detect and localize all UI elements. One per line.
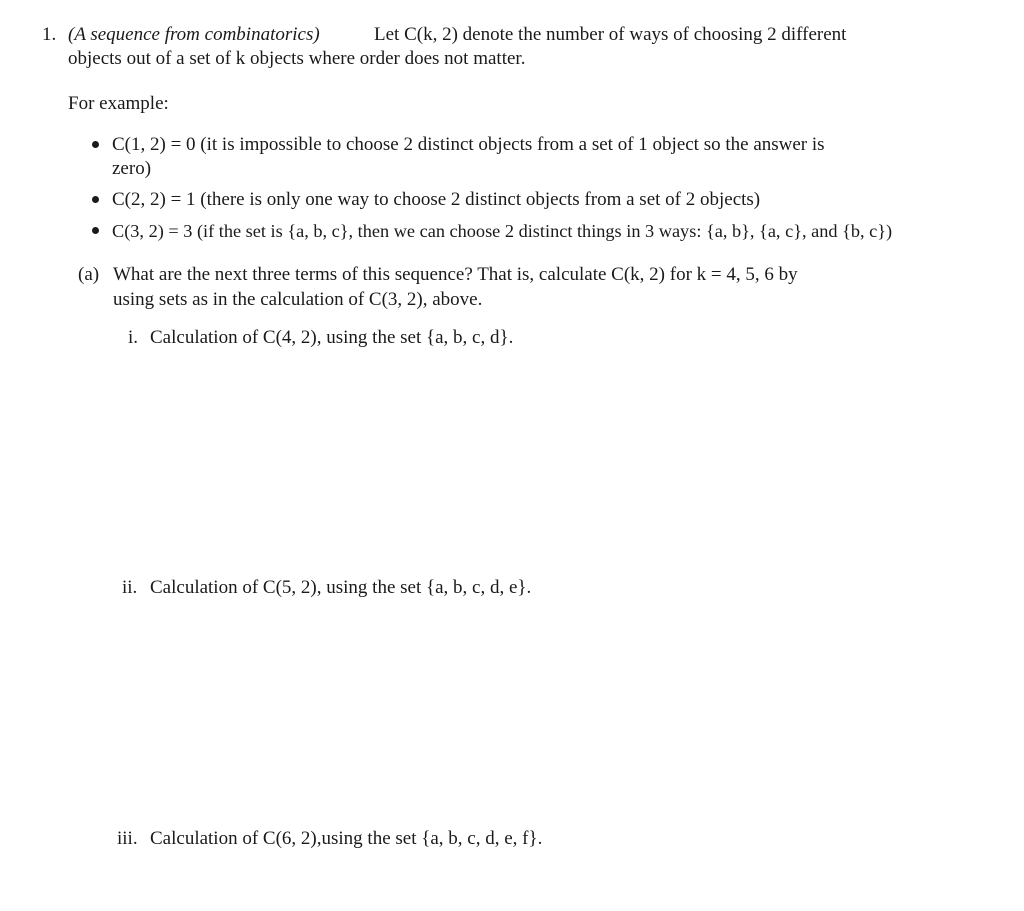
subpart-i-label: i. <box>128 327 139 348</box>
problem-number: 1. <box>42 24 57 45</box>
part-a-line1: What are the next three terms of this sequence? That is, calculate C(k, 2) for k = 4, 5, 6 by <box>113 264 798 285</box>
bullet-1-line2: zero) <box>112 158 152 179</box>
bullet-1-line1: C(1, 2) = 0 (it is impossible to choose 2 distinct objects from a set of 1 object so the answer is <box>112 134 825 155</box>
bullet-dot <box>92 196 99 203</box>
bullet-3-line1: C(3, 2) = 3 (if the set is {a, b, c}, then we can choose 2 distinct things in 3 ways: {a, b}, {a, c}, and {b, c}) <box>112 221 893 241</box>
bullet-2-line1: C(2, 2) = 1 (there is only one way to choose 2 distinct objects from a set of 2 objects) <box>112 189 761 210</box>
subpart-ii-label: ii. <box>122 577 138 598</box>
subpart-iii-text: Calculation of C(6, 2),using the set {a, b, c, d, e, f}. <box>150 828 543 849</box>
example-label: For example: <box>68 93 169 114</box>
bullet-dot <box>92 227 99 234</box>
problem-intro-line1: Let C(k, 2) denote the number of ways of choosing 2 different <box>374 24 847 45</box>
subpart-ii-text: Calculation of C(5, 2), using the set {a, b, c, d, e}. <box>150 577 532 598</box>
subpart-i-text: Calculation of C(4, 2), using the set {a, b, c, d}. <box>150 327 514 348</box>
problem-title: (A sequence from combinatorics) <box>68 24 320 45</box>
problem-intro-line2: objects out of a set of k objects where order does not matter. <box>68 48 526 69</box>
part-a-label: (a) <box>78 264 100 285</box>
bullet-dot <box>92 141 99 148</box>
subpart-iii-label: iii. <box>117 828 138 849</box>
part-a-line2: using sets as in the calculation of C(3, 2), above. <box>113 289 483 310</box>
